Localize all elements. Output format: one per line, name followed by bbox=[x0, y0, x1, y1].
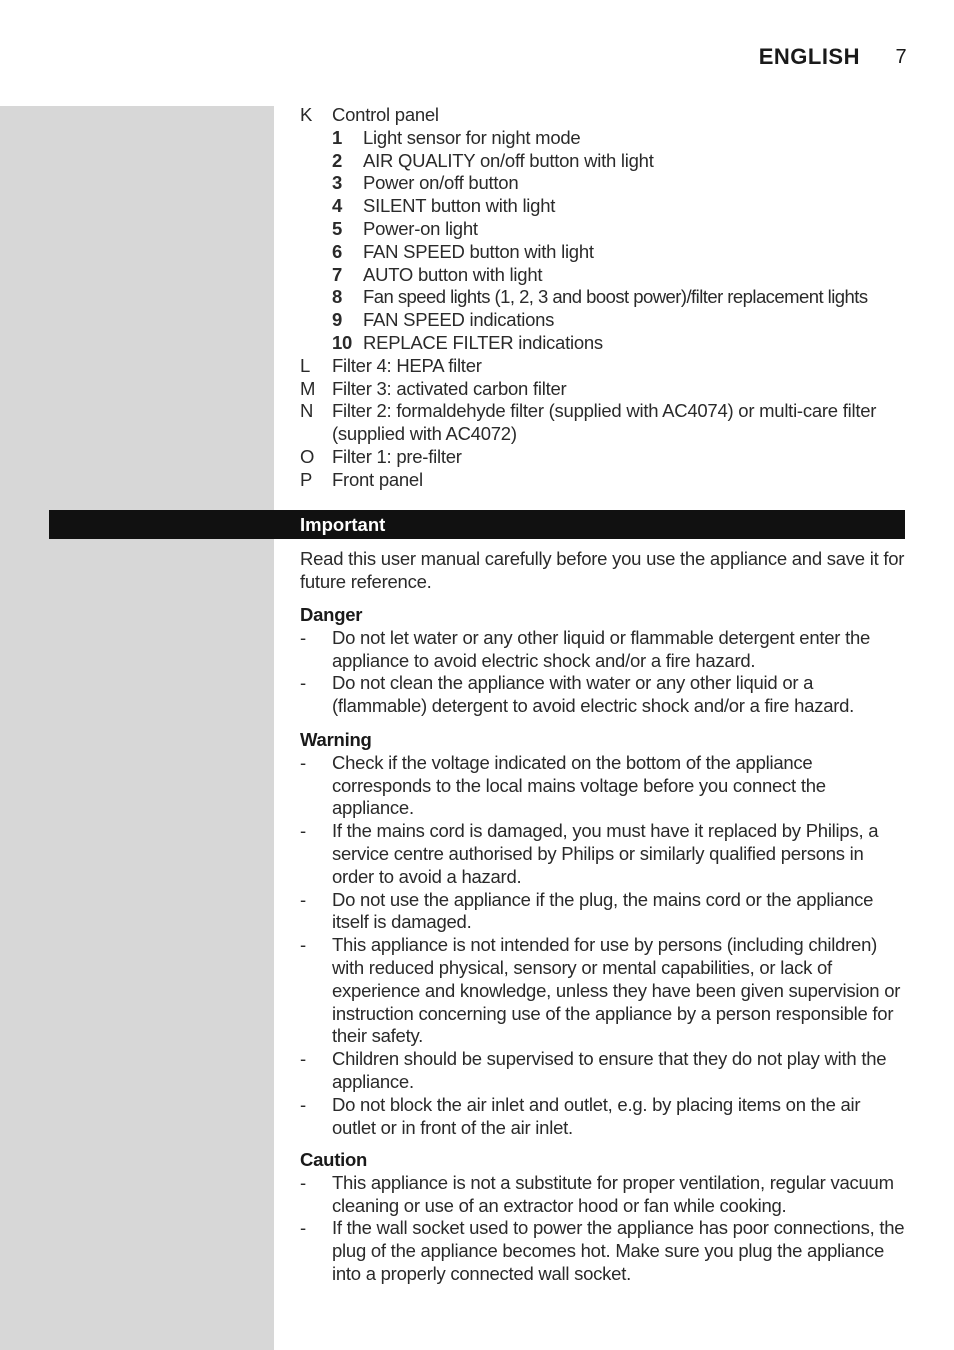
section-title: Important bbox=[300, 514, 386, 535]
control-panel-item bbox=[300, 218, 906, 241]
danger-section bbox=[300, 604, 906, 718]
part-key: O bbox=[300, 445, 315, 467]
part-key: L bbox=[300, 354, 311, 376]
bullet-text: Check if the voltage indicated on the bottom of the appliance corresponds to the local mains voltage before you connect the appliance. bbox=[332, 751, 826, 819]
part-text: Filter 4: HEPA filter bbox=[332, 354, 482, 376]
part-text: Filter 2: formaldehyde filter (supplied with AC4074) or multi-care filter (supplied with AC4072) bbox=[332, 400, 877, 445]
bullet-dash: - bbox=[300, 626, 306, 648]
control-panel-item bbox=[300, 127, 906, 150]
bullet-dash: - bbox=[300, 672, 306, 694]
item-number: 1 bbox=[332, 126, 343, 148]
item-number: 6 bbox=[332, 240, 343, 262]
part-text: Front panel bbox=[332, 468, 423, 490]
page-language-header: ENGLISH bbox=[758, 44, 860, 69]
control-panel-item bbox=[300, 241, 906, 264]
item-text: Power on/off button bbox=[363, 172, 519, 194]
part-k bbox=[300, 104, 906, 127]
part-m bbox=[300, 378, 906, 401]
part-n bbox=[300, 400, 906, 446]
caution-heading: Caution bbox=[300, 1149, 368, 1170]
control-panel-item bbox=[300, 309, 906, 332]
page-number: 7 bbox=[895, 46, 907, 68]
part-p bbox=[300, 469, 906, 492]
bullet-item bbox=[300, 672, 906, 718]
item-text: FAN SPEED button with light bbox=[363, 240, 594, 262]
caution-section bbox=[300, 1149, 906, 1286]
bullet-dash: - bbox=[300, 934, 306, 956]
item-number: 3 bbox=[332, 172, 343, 194]
part-text: Control panel bbox=[332, 104, 439, 125]
bullet-item bbox=[300, 1217, 906, 1285]
item-text: Power-on light bbox=[363, 217, 478, 239]
intro-paragraph: Read this user manual carefully before you use the appliance and save it for future reference. bbox=[300, 548, 905, 592]
bullet-dash: - bbox=[300, 1048, 306, 1070]
bullet-item bbox=[300, 820, 906, 888]
danger-heading: Danger bbox=[300, 604, 363, 625]
control-panel-item bbox=[300, 332, 906, 355]
bullet-item bbox=[300, 934, 906, 1048]
item-number: 4 bbox=[332, 195, 343, 217]
control-panel-item bbox=[300, 264, 906, 287]
bullet-item bbox=[300, 1094, 906, 1140]
left-margin-panel bbox=[0, 106, 274, 1350]
warning-section bbox=[300, 729, 906, 1139]
item-text: AUTO button with light bbox=[363, 263, 543, 285]
part-key: P bbox=[300, 468, 313, 490]
part-text: Filter 1: pre-filter bbox=[332, 445, 462, 467]
part-key: N bbox=[300, 400, 314, 422]
part-o bbox=[300, 446, 906, 469]
bullet-dash: - bbox=[300, 751, 306, 773]
part-l bbox=[300, 355, 906, 378]
bullet-text: This appliance is not intended for use by persons (including children) with reduced physical, sensory or mental capabilities, or lack of experience and knowledge, unless they have been given supervision or instruction concerning use of the appliance by a person responsible for their safety. bbox=[332, 934, 901, 1047]
item-number: 2 bbox=[332, 149, 343, 171]
item-text: SILENT button with light bbox=[363, 195, 556, 217]
bullet-dash: - bbox=[300, 820, 306, 842]
bullet-dash: - bbox=[300, 1171, 306, 1193]
item-text: Fan speed lights (1, 2, 3 and boost power)/filter replacement lights bbox=[363, 286, 868, 308]
bullet-text: Do not use the appliance if the plug, the mains cord or the appliance itself is damaged. bbox=[332, 888, 874, 933]
control-panel-item bbox=[300, 150, 906, 173]
bullet-item bbox=[300, 1172, 906, 1218]
item-text: FAN SPEED indications bbox=[363, 309, 555, 331]
warning-heading: Warning bbox=[300, 729, 372, 750]
item-text: REPLACE FILTER indications bbox=[363, 331, 603, 353]
bullet-text: If the wall socket used to power the appliance has poor connections, the plug of the appliance becomes hot. Make sure you plug the appliance into a properly connected wall socket. bbox=[332, 1217, 905, 1284]
control-panel-item bbox=[300, 172, 906, 195]
parts-list bbox=[300, 104, 906, 492]
bullet-item bbox=[300, 889, 906, 935]
bullet-item bbox=[300, 752, 906, 820]
item-number: 5 bbox=[332, 217, 343, 239]
bullet-text: Do not let water or any other liquid or flammable detergent enter the appliance to avoid electric shock and/or a fire hazard. bbox=[332, 626, 871, 671]
bullet-text: Do not block the air inlet and outlet, e.g. by placing items on the air outlet or in front of the air inlet. bbox=[332, 1093, 861, 1138]
bullet-text: If the mains cord is damaged, you must have it replaced by Philips, a service centre authorised by Philips or similarly qualified persons in order to avoid a hazard. bbox=[332, 820, 879, 887]
item-number: 9 bbox=[332, 309, 343, 331]
bullet-text: Do not clean the appliance with water or any other liquid or a (flammable) detergent to avoid electric shock and/or a fire hazard. bbox=[332, 672, 855, 717]
bullet-item bbox=[300, 627, 906, 673]
part-key: M bbox=[300, 377, 316, 399]
control-panel-item bbox=[300, 195, 906, 218]
part-text: Filter 3: activated carbon filter bbox=[332, 377, 567, 399]
bullet-dash: - bbox=[300, 1093, 306, 1115]
bullet-dash: - bbox=[300, 1217, 306, 1239]
item-text: AIR QUALITY on/off button with light bbox=[363, 149, 654, 171]
item-number: 8 bbox=[332, 286, 343, 308]
part-key: K bbox=[300, 104, 313, 125]
bullet-dash: - bbox=[300, 888, 306, 910]
bullet-text: Children should be supervised to ensure that they do not play with the appliance. bbox=[332, 1048, 887, 1092]
bullet-text: This appliance is not a substitute for proper ventilation, regular vacuum cleaning or use of an extractor hood or fan while cooking. bbox=[332, 1171, 894, 1216]
bullet-item bbox=[300, 1048, 906, 1094]
section-header-bar bbox=[49, 510, 905, 539]
control-panel-item bbox=[300, 286, 906, 309]
item-number: 7 bbox=[332, 263, 343, 285]
item-number: 10 bbox=[332, 331, 353, 353]
item-text: Light sensor for night mode bbox=[363, 126, 581, 148]
